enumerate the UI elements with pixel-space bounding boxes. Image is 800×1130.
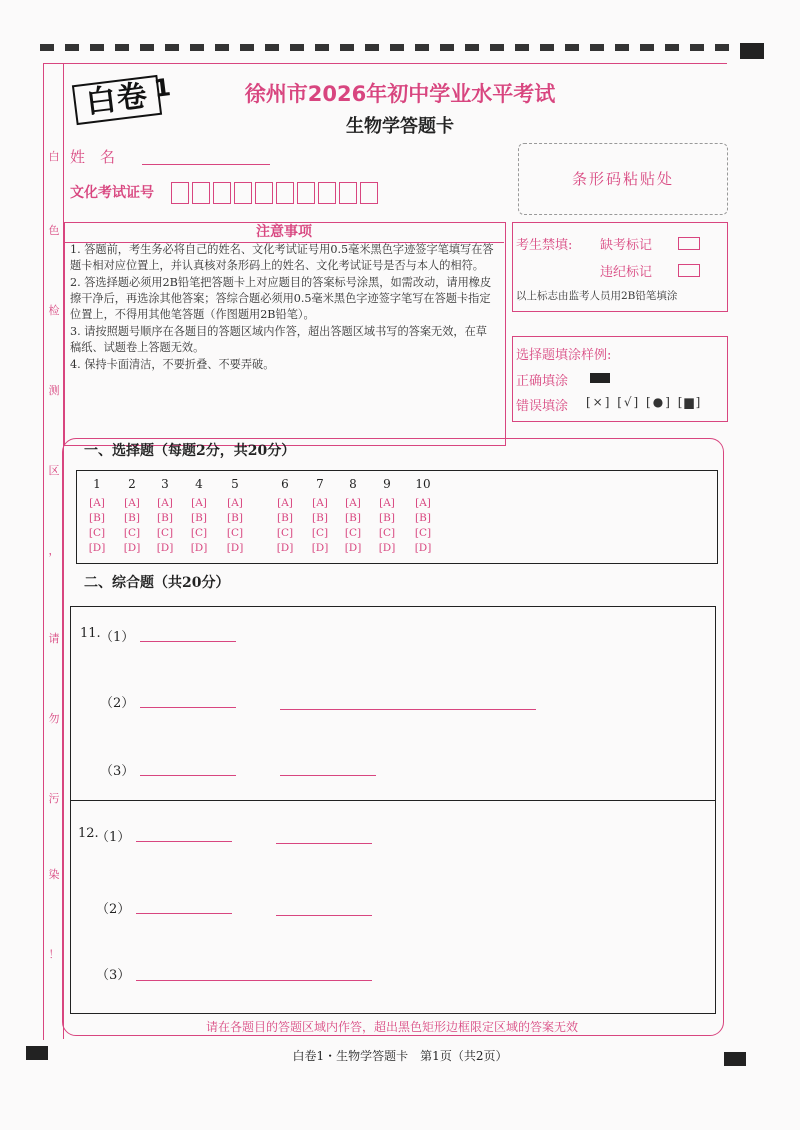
q11-part2-label: （2） [100, 696, 135, 711]
timing-mark [390, 44, 404, 51]
mc-question-number: 5 [231, 477, 239, 491]
note-item: 4. 保持卡面清洁，不要折叠、不要弄破。 [70, 358, 275, 371]
timing-mark [190, 44, 204, 51]
mc-option-bubble[interactable]: [D] [378, 542, 396, 554]
q11-part1-answer-line[interactable] [140, 641, 236, 642]
mc-option-bubble[interactable]: [D] [276, 542, 294, 554]
corner-mark-bottom-left [26, 1046, 48, 1060]
mc-option-bubble[interactable]: [A] [124, 497, 140, 509]
side-strip-char: 白 [48, 150, 60, 163]
mc-question-number: 8 [349, 477, 357, 491]
timing-mark [565, 44, 579, 51]
q12-part3-answer-line[interactable] [136, 980, 372, 981]
note-item: 3. 请按照题号顺序在各题目的答题区域内作答，超出答题区域书写的答案无效，在草稿纸、试题卷上答题无效。 [70, 325, 487, 354]
question-11-box [70, 606, 716, 801]
mc-option-bubble[interactable]: [C] [378, 527, 396, 539]
timing-mark [640, 44, 654, 51]
side-strip-char: 染 [48, 868, 60, 881]
section2-title: 二、综合题（共20分） [84, 575, 230, 591]
mc-option-bubble[interactable]: [C] [311, 527, 329, 539]
timing-mark [65, 44, 79, 51]
exam-id-digit-box[interactable] [360, 182, 378, 204]
mc-question-number: 2 [128, 477, 136, 491]
mc-option-bubble[interactable]: [C] [226, 527, 244, 539]
side-strip-char: 区 [48, 464, 60, 477]
side-strip-char: 勿 [48, 712, 60, 725]
mc-option-bubble[interactable]: [A] [89, 497, 105, 509]
mc-option-bubble[interactable]: [B] [277, 512, 293, 524]
mc-option-bubble[interactable]: [C] [156, 527, 174, 539]
question-12-number: 12. [78, 826, 99, 841]
mc-option-bubble[interactable]: [B] [89, 512, 105, 524]
mc-option-bubble[interactable]: [A] [227, 497, 243, 509]
footer-warning: 请在各题目的答题区域内作答，超出黑色矩形边框限定区域的答案无效 [205, 1020, 578, 1034]
exam-id-digit-box[interactable] [234, 182, 252, 204]
exam-id-boxes[interactable] [171, 182, 381, 204]
q12-part1-answer-line-b[interactable] [276, 843, 372, 844]
correct-fill-label: 正确填涂 [516, 374, 569, 389]
mc-option-bubble[interactable]: [D] [156, 542, 174, 554]
mc-question-number: 1 [93, 477, 101, 491]
question-11-number: 11. [80, 626, 101, 641]
absent-checkbox[interactable] [678, 237, 700, 250]
mc-option-bubble[interactable]: [D] [344, 542, 362, 554]
timing-mark [465, 44, 479, 51]
footer-page-info: 白卷1・生物学答题卡 第1页（共2页） [292, 1049, 508, 1063]
q12-part2-answer-line-b[interactable] [276, 915, 372, 916]
note-item: 2. 答选择题必须用2B铅笔把答题卡上对应题目的答案标号涂黑，如需改动，请用橡皮擦干净后，再选涂其他答案；答综合题必须用0.5毫米黑色字迹签字笔写在答题卡指定位置上，不得用其他笔答题（作图题用2B铅笔）。 [70, 276, 492, 321]
paper-badge [74, 73, 173, 121]
exam-id-digit-box[interactable] [276, 182, 294, 204]
mc-option-bubble[interactable]: [D] [123, 542, 141, 554]
mc-option-bubble[interactable]: [B] [191, 512, 207, 524]
timing-mark [290, 44, 304, 51]
fill-sample-title: 选择题填涂样例: [516, 348, 612, 363]
timing-mark [240, 44, 254, 51]
q11-part3-label: （3） [100, 764, 135, 779]
mc-option-bubble[interactable]: [C] [190, 527, 208, 539]
q11-part2-answer-line-a[interactable] [140, 707, 236, 708]
notes-list [70, 242, 498, 374]
mc-option-bubble[interactable]: [A] [345, 497, 361, 509]
timing-mark [215, 44, 229, 51]
timing-mark [590, 44, 604, 51]
q11-part1-label: （1） [100, 630, 135, 645]
side-strip-char: 污 [48, 792, 60, 805]
timing-mark [115, 44, 129, 51]
mc-option-bubble[interactable]: [C] [414, 527, 432, 539]
timing-mark [140, 44, 154, 51]
mc-option-bubble[interactable]: [C] [344, 527, 362, 539]
mc-question-number: 3 [161, 477, 169, 491]
correct-fill-sample [590, 373, 610, 383]
exam-id-digit-box[interactable] [318, 182, 336, 204]
badge-number: 1 [152, 73, 173, 103]
mc-option-bubble[interactable]: [D] [88, 542, 106, 554]
mc-question-number: 9 [383, 477, 391, 491]
side-strip-char: ！ [48, 948, 60, 961]
page-title: 徐州市2026年初中学业水平考试 [244, 82, 556, 106]
barcode-area: 条形码粘贴处 [518, 143, 728, 215]
mc-question-number: 7 [316, 477, 324, 491]
mc-question-number: 10 [415, 477, 431, 491]
q11-part3-answer-line-b[interactable] [280, 775, 376, 776]
timing-mark [40, 44, 54, 51]
mc-option-bubble[interactable]: [B] [124, 512, 140, 524]
mc-option-bubble[interactable]: [D] [311, 542, 329, 554]
exam-id-digit-box[interactable] [213, 182, 231, 204]
notes-title: 注意事项 [64, 222, 504, 243]
q12-part3-label: （3） [96, 968, 131, 983]
timing-mark [265, 44, 279, 51]
exam-id-digit-box[interactable] [192, 182, 210, 204]
name-field[interactable] [142, 164, 270, 165]
timing-mark [540, 44, 554, 51]
q12-part1-label: （1） [96, 830, 131, 845]
timing-mark [165, 44, 179, 51]
candidate-marks-note: 以上标志由监考人员用2B铅笔填涂 [516, 290, 678, 302]
note-item: 1. 答题前，考生务必将自己的姓名、文化考试证号用0.5毫米黑色字迹签字笔填写在答题卡相对应位置上，并认真核对条形码上的姓名、文化考试证号是否与本人的相符。 [70, 243, 494, 272]
mc-option-bubble[interactable]: [A] [379, 497, 395, 509]
badge-text: 白卷 [72, 75, 162, 125]
timing-mark [440, 44, 454, 51]
mc-option-bubble[interactable]: [D] [414, 542, 432, 554]
corner-mark-top-right [740, 43, 764, 59]
page-subtitle: 生物学答题卡 [346, 116, 454, 137]
q12-part1-answer-line-a[interactable] [136, 841, 232, 842]
exam-id-label: 文化考试证号 [70, 185, 154, 201]
timing-marks-top [40, 41, 765, 53]
mc-option-bubble[interactable]: [A] [157, 497, 173, 509]
mc-option-bubble[interactable]: [C] [88, 527, 106, 539]
side-strip-char: ， [48, 544, 60, 557]
timing-mark [690, 44, 704, 51]
timing-mark [415, 44, 429, 51]
mc-option-bubble[interactable]: [B] [312, 512, 328, 524]
wrong-fill-samples: [×] [√] [●] [▆] [586, 395, 703, 409]
side-strip-char: 请 [48, 632, 60, 645]
side-strip-char: 色 [48, 224, 60, 237]
mc-option-bubble[interactable]: [B] [345, 512, 361, 524]
violation-checkbox[interactable] [678, 264, 700, 277]
exam-id-digit-box[interactable] [255, 182, 273, 204]
wrong-fill-label: 错误填涂 [516, 399, 569, 414]
timing-mark [315, 44, 329, 51]
exam-id-digit-box[interactable] [297, 182, 315, 204]
violation-label: 违纪标记 [600, 265, 653, 280]
name-label: 姓 名 [70, 148, 116, 166]
mc-option-bubble[interactable]: [C] [276, 527, 294, 539]
timing-mark [365, 44, 379, 51]
timing-mark [490, 44, 504, 51]
timing-mark [715, 44, 729, 51]
candidate-marks-title: 考生禁填: [516, 238, 573, 253]
absent-label: 缺考标记 [600, 238, 653, 253]
q12-part2-label: （2） [96, 902, 131, 917]
timing-mark [515, 44, 529, 51]
timing-mark [665, 44, 679, 51]
q11-part2-answer-line-b[interactable] [280, 709, 536, 710]
q12-part2-answer-line-a[interactable] [136, 913, 232, 914]
timing-mark [615, 44, 629, 51]
mc-question-number: 6 [281, 477, 289, 491]
q11-part3-answer-line-a[interactable] [140, 775, 236, 776]
mc-option-bubble[interactable]: [C] [123, 527, 141, 539]
mc-option-bubble[interactable]: [B] [415, 512, 431, 524]
mc-option-bubble[interactable]: [D] [226, 542, 244, 554]
exam-id-digit-box[interactable] [339, 182, 357, 204]
exam-id-digit-box[interactable] [171, 182, 189, 204]
mc-option-bubble[interactable]: [A] [191, 497, 207, 509]
mc-option-bubble[interactable]: [A] [277, 497, 293, 509]
mc-option-bubble[interactable]: [B] [227, 512, 243, 524]
side-strip-char: 检 [48, 304, 60, 317]
mc-option-bubble[interactable]: [A] [312, 497, 328, 509]
side-strip-char: 测 [48, 384, 60, 397]
mc-option-bubble[interactable]: [D] [190, 542, 208, 554]
section1-title: 一、选择题（每题2分，共20分） [84, 443, 296, 459]
mc-option-bubble[interactable]: [B] [379, 512, 395, 524]
timing-mark [340, 44, 354, 51]
corner-mark-bottom-right [724, 1052, 746, 1066]
question-12-box [70, 800, 716, 1014]
mc-option-bubble[interactable]: [B] [157, 512, 173, 524]
mc-question-number: 4 [195, 477, 203, 491]
timing-mark [90, 44, 104, 51]
mc-option-bubble[interactable]: [A] [415, 497, 431, 509]
